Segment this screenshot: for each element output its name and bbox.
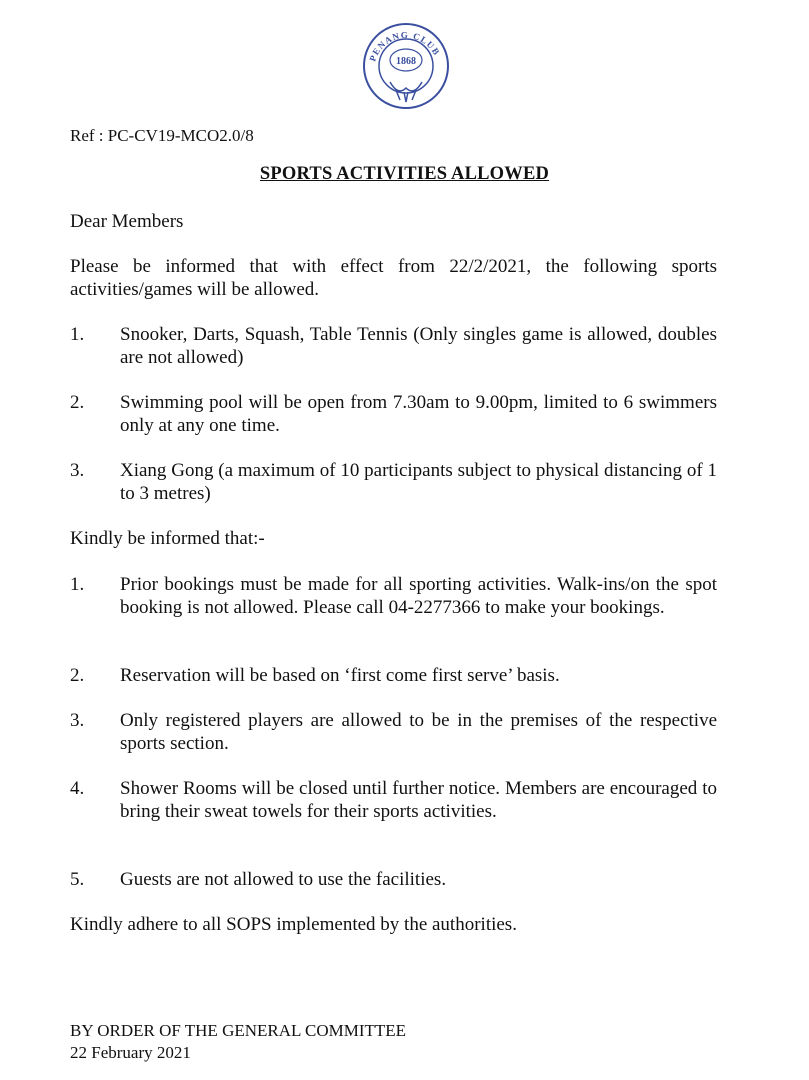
activity-text: Swimming pool will be open from 7.30am to 9.00pm, limited to 6 swimmers only at any one time.	[120, 392, 717, 436]
logo-year: 1868	[396, 56, 416, 67]
rule-item	[70, 709, 717, 755]
rule-number: 2.	[70, 665, 85, 686]
activity-item	[70, 459, 717, 505]
rule-number: 4.	[70, 778, 85, 799]
rule-text: Shower Rooms will be closed until further notice. Members are encouraged to bring their sweat towels for their sports activities.	[120, 778, 717, 822]
activity-text: Xiang Gong (a maximum of 10 participants subject to physical distancing of 1 to 3 metres)	[120, 460, 717, 504]
intro-paragraph: Please be informed that with effect from 22/2/2021, the following sports activities/games will be allowed.	[70, 256, 717, 300]
reference-number: Ref : PC-CV19-MCO2.0/8	[70, 126, 254, 145]
rule-item	[70, 777, 717, 823]
activity-number: 3.	[70, 460, 85, 481]
rule-text: Prior bookings must be made for all sporting activities. Walk-ins/on the spot booking is not allowed. Please call 04-2277366 to make your bookings.	[120, 574, 717, 618]
rule-text: Reservation will be based on ‘first come first serve’ basis.	[120, 665, 560, 686]
rule-number: 5.	[70, 869, 85, 890]
closing-statement: Kindly adhere to all SOPS implemented by the authorities.	[70, 914, 517, 935]
club-crest-icon	[360, 20, 452, 112]
signature-line: BY ORDER OF THE GENERAL COMMITTEE	[70, 1021, 407, 1040]
rule-number: 1.	[70, 574, 85, 595]
rule-number: 3.	[70, 710, 85, 731]
rule-text: Guests are not allowed to use the facilities.	[120, 869, 447, 890]
rule-item	[70, 573, 717, 619]
activity-number: 2.	[70, 392, 85, 413]
kindly-informed-heading: Kindly be informed that:-	[70, 528, 265, 549]
rule-text: Only registered players are allowed to be in the premises of the respective sports section.	[120, 710, 717, 754]
signature-date: 22 February 2021	[70, 1043, 191, 1062]
activity-number: 1.	[70, 324, 85, 345]
activity-item	[70, 323, 717, 369]
activity-item	[70, 391, 717, 437]
rule-item	[70, 664, 717, 687]
greeting: Dear Members	[70, 211, 184, 232]
rule-item	[70, 868, 717, 891]
club-logo	[360, 20, 452, 112]
signature-block	[70, 1020, 406, 1064]
activity-text: Snooker, Darts, Squash, Table Tennis (Only singles game is allowed, doubles are not allowed)	[120, 324, 717, 368]
page-title: SPORTS ACTIVITIES ALLOWED	[259, 164, 550, 184]
logo-ring-text: PENANG CLUB	[367, 29, 443, 63]
